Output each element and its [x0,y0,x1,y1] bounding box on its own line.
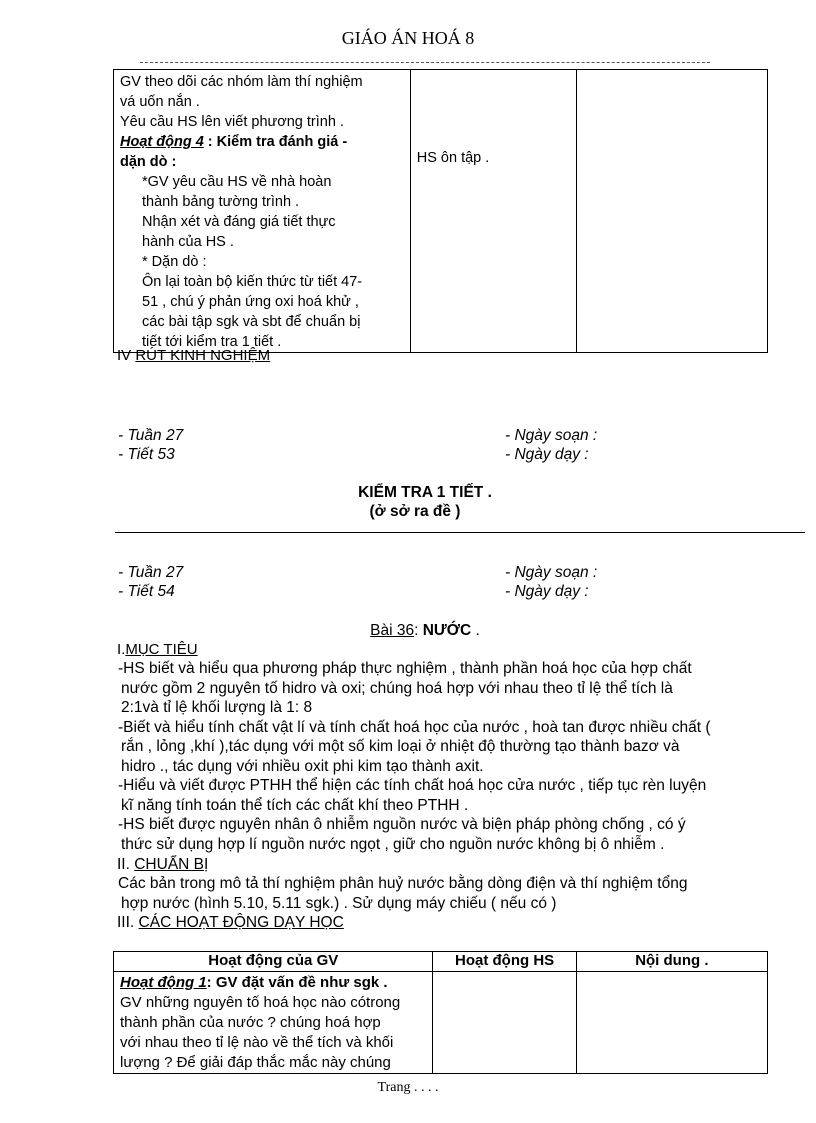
lesson-end: . [471,622,480,639]
column-header: Hoạt động của GV [114,952,433,972]
section-activities [117,913,344,933]
section-rkn [117,346,270,366]
teacher-activity-cell [114,70,411,353]
prep-line: hợp nước (hình 5.10, 5.11 sgk.) . Sử dụng máy chiếu ( nếu có ) [121,894,557,912]
period-label: - Tiết 54 [118,583,175,600]
text-line: lượng ? Để giải đáp thắc mắc này chúng [120,1054,391,1071]
objective-line: -Hiểu và viết được PTHH thể hiện các tính chất hoá học cửa nước , tiếp tục rèn luyện [118,777,707,794]
objective-line: nước gồm 2 nguyên tố hidro và oxi; chúng hoá hợp với nhau theo tỉ lệ thể tích là [121,679,673,697]
section-divider [115,532,805,533]
test-subtitle: (ở sở ra đề ) [369,503,461,520]
test-title: KIỂM TRA 1 TIẾT . [358,484,492,501]
column-header: Nội dung . [576,952,767,972]
page-header-title: GIÁO ÁN HOÁ 8 [341,28,475,48]
prep-date-label: - Ngày soạn : [505,427,598,444]
teacher-activity-cell [114,972,433,1074]
lesson-title [0,621,816,641]
section-objectives [117,640,198,660]
objective-line: -HS biết và hiểu qua phương pháp thực nghiệm , thành phần hoá học của hợp chất [118,660,692,677]
text-line: GV những nguyên tố hoá học nào cótrong [120,994,401,1011]
objective-line: -Biết và hiểu tính chất vật lí và tính chất hoá học của nước , hoà tan được nhiều chất ( [118,718,711,736]
lesson-label: Bài 36 [370,622,415,639]
text-line: vá uốn nắn . [120,94,200,110]
text-line: * Dặn dò : [142,254,207,270]
text-line: Ôn lại toàn bộ kiến thức từ tiết 47- [142,274,363,290]
activity-title: : GV đặt vấn đề như sgk . [206,974,388,991]
text-line: tiết tới kiểm tra 1 tiết . [142,334,282,350]
activity-heading [120,132,406,152]
text-line: Nhận xét và đáng giá tiết thực [142,214,336,230]
week-label: - Tuần 27 [118,564,184,581]
text-line: *GV yêu cầu HS về nhà hoàn [142,174,332,190]
activity-title: : Kiểm tra đánh giá - [203,134,348,150]
teach-date-label: - Ngày dạy : [505,446,589,463]
section-label: CHUẨN BỊ [134,856,209,873]
teach-date-label: - Ngày dạy : [505,583,589,600]
objective-line: thức sử dụng hợp lí nguồn nước ngọt , giữ cho nguồn nước không bị ô nhiễm . [121,835,665,853]
section-prefix: IV [117,347,136,364]
section-prefix: III. [117,914,139,931]
objective-line: hidro ., tác dụng với nhiều oxit phi kim tạo thành axit. [121,757,484,775]
objective-line: 2:1và tỉ lệ khối lượng là 1: 8 [121,699,313,716]
lesson-separator: : [414,622,423,639]
objective-line: rắn , lỏng ,khí ),tác dụng với một số kim loại ở nhiệt độ thường tạo thành bazơ và [121,738,680,755]
section-label: RÚT KINH NGHIỆM [135,347,271,364]
objective-line: kĩ năng tính toán thể tích các chất khí theo PTHH . [121,796,469,814]
lesson-name: NƯỚC [422,622,472,639]
text-line: với nhau theo tỉ lệ nào về thể tích và khối [120,1034,394,1051]
header-divider [140,62,710,63]
text-line: 51 , chú ý phản ứng oxi hoá khử , [142,294,359,310]
week-label: - Tuần 27 [118,427,184,444]
student-activity-cell [433,972,576,1074]
section-prefix: I. [117,641,126,658]
text-line: thành phần của nước ? chúng hoá hợp [120,1014,381,1031]
activity-title-cont: dặn dò : [120,154,177,170]
text-line: hành của HS . [142,234,234,250]
period-label: - Tiết 53 [118,446,175,463]
section-label: CÁC HOẠT ĐỘNG DẠY HỌC [138,914,344,931]
student-activity-text: HS ôn tập . [416,150,490,166]
activity-table [113,951,768,1074]
activity-label: Hoạt động 4 [120,134,204,150]
student-activity-cell [410,70,576,353]
section-prefix: II. [117,856,135,873]
page-footer: Trang . . . . [377,1080,439,1095]
section-preparation [117,855,208,875]
prep-date-label: - Ngày soạn : [505,564,598,581]
text-line: các bài tập sgk và sbt để chuẩn bị [142,314,361,330]
text-line: GV theo dõi các nhóm làm thí nghiệm [120,74,363,90]
prep-line: Các bản trong mô tả thí nghiệm phân huỷ nước bằng dòng điện và thí nghiệm tổng [118,875,688,892]
column-header: Hoạt động HS [433,952,576,972]
content-cell [576,70,767,353]
text-line: Yêu cầu HS lên viết phương trình . [120,114,344,130]
objective-line: -HS biết được nguyên nhân ô nhiễm nguồn nước và biện pháp phòng chống , có ý [118,816,686,833]
text-line: thành bảng tường trình . [142,194,300,210]
objectives-list [118,659,808,854]
activity-heading [120,973,428,993]
activity-table-continued [113,69,768,353]
preparation-text [118,874,808,913]
content-cell [576,972,767,1074]
section-label: MỤC TIÊU [125,641,198,658]
activity-label: Hoạt động 1 [120,974,207,991]
